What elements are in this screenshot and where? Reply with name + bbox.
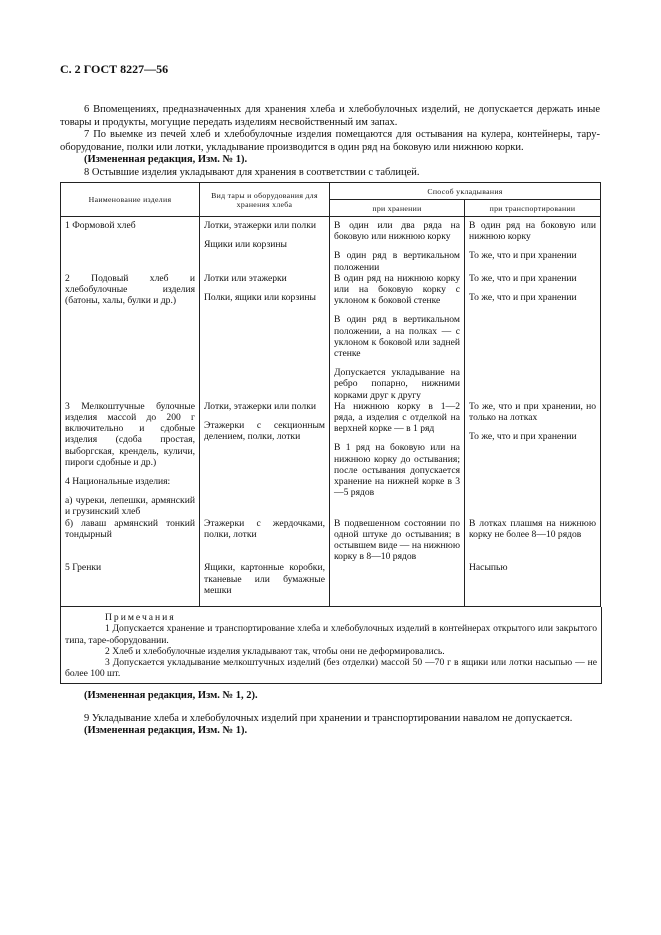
cell-text: На нижнюю корку в 1—2 ряда, а изделия с отделкой на верхней корке — в 1 ряд — [334, 400, 460, 435]
cell-text: То же, что и при хранении, но только на лотках — [469, 400, 597, 424]
cell-storage — [330, 518, 465, 563]
cell-product-name — [61, 562, 200, 606]
header-container-type: Вид тары и оборудования для хранения хлеба — [200, 183, 330, 217]
cell-container — [200, 562, 330, 606]
paragraph-8: 8 Остывшие изделия укладывают для хранения в соответствии с таблицей. — [84, 166, 420, 178]
cell-text: В один ряд в вертикальном положении, а на полках — с уклоном к боковой или задней стенке — [334, 314, 460, 360]
cell-text: б) лаваш армянский тонкий тондырный — [65, 517, 195, 540]
table-notes — [60, 607, 602, 684]
header-product-name: Наименование изделия — [61, 183, 200, 217]
note-3: 3 Допускается укладывание мелкоштучных изделий (без отделки) массой 50 —70 г в ящики или лотки насыпью — не более 100 шт. — [65, 656, 597, 680]
cell-transport — [465, 273, 601, 401]
amendment-note-1-2: (Измененная редакция, Изм. № 1, 2). — [84, 690, 258, 702]
cell-transport — [465, 217, 601, 273]
table-row — [61, 401, 601, 518]
cell-storage — [330, 401, 465, 518]
table-row — [61, 217, 601, 273]
cell-container — [200, 273, 330, 401]
paragraph-6: 6 Впомещениях, предназначенных для хранения хлеба и хлебобулочных изделий, не допускается держать иные товары и продукты, могущие передать изделиям несвойственный им запах. — [60, 104, 600, 128]
document-page — [60, 62, 600, 738]
cell-text: В лотках плашмя на нижнюю корку не более 8—10 рядов — [469, 517, 597, 540]
storage-table — [60, 182, 601, 607]
note-2: 2 Хлеб и хлебобулочные изделия укладывают так, чтобы они не деформировались. — [105, 645, 445, 657]
header-stacking-method: Способ укладывания — [330, 183, 601, 200]
paragraph-9: 9 Укладывание хлеба и хлебобулочных изделий при хранении и транспортировании навалом не допускается. — [84, 712, 573, 724]
cell-text: 5 Гренки — [65, 562, 102, 574]
amendment-note-1: (Измененная редакция, Изм. № 1). — [84, 154, 248, 165]
cell-product-name — [61, 217, 200, 273]
cell-text: В один ряд на нижнюю корку или на боковую корку с уклоном к боковой стенке — [334, 272, 460, 307]
cell-storage — [330, 217, 465, 273]
cell-text: В один или два ряда на боковую или нижнюю корку — [334, 220, 460, 243]
cell-text: В 1 ряд на боковую или на нижнюю корку до остывания; после остывания допускается хранение на нижней корке в 3—5 рядов — [334, 442, 460, 499]
cell-text: Этажерки с секционным делением, полки, лотки — [204, 420, 325, 443]
cell-text: В один ряд на боковую или нижнюю корку — [469, 220, 597, 243]
table-row — [61, 518, 601, 563]
paragraph-7: 7 По выемке из печей хлеб и хлебобулочные изделия помещаются для остывания на кулера, контейнеры, тару-оборудование, полки или лотки, укладывание производится в один ряд на боковую или нижнюю корки. — [60, 129, 600, 153]
cell-text: Ящики, картонные коробки, тканевые или бумажные мешки — [204, 562, 325, 596]
cell-text: Допускается укладывание на ребро попарно, нижними корками друг к другу — [334, 367, 460, 401]
cell-text: 3 Мелкоштучные булочные изделия массой до 200 г включительно и сдобные изделия (сдоба простая, выборгская, крендель, куличи, пироги сдобные и др.) — [65, 400, 195, 468]
cell-text: В подвешенном состоянии по одной штуке до остывания; в остывшем виде — на нижнюю корку в 8—10 рядов — [334, 517, 460, 563]
cell-text: Ящики или корзины — [204, 239, 287, 251]
cell-text: Этажерки с жердочками, полки, лотки — [204, 517, 325, 540]
cell-text: То же, что и при хранении — [469, 272, 577, 284]
cell-text: Насыпью — [469, 562, 508, 574]
cell-text: Лотки, этажерки или полки — [204, 400, 317, 412]
cell-storage — [330, 273, 465, 401]
cell-text: То же, что и при хранении — [469, 292, 577, 304]
cell-container — [200, 217, 330, 273]
cell-container — [200, 518, 330, 563]
notes-title: Примечания — [105, 612, 176, 624]
cell-product-name — [61, 518, 200, 563]
cell-text: В один ряд в вертикальном положении — [334, 250, 460, 273]
cell-container — [200, 401, 330, 518]
cell-transport — [465, 562, 601, 606]
cell-text: 1 Формовой хлеб — [65, 220, 136, 231]
cell-storage — [330, 562, 465, 606]
note-1: 1 Допускается хранение и транспортирование хлеба и хлебобулочных изделий в контейнерах открытого или закрытого типа, таре-оборудовании. — [65, 623, 597, 646]
header-transport: при транспортировании — [465, 200, 601, 217]
cell-transport — [465, 518, 601, 563]
cell-product-name — [61, 273, 200, 401]
cell-text: То же, что и при хранении — [469, 431, 577, 443]
cell-text: Лотки или этажерки — [204, 272, 287, 284]
header-storage: при хранении — [330, 200, 465, 217]
cell-product-name — [61, 401, 200, 518]
cell-text: 2 Подовый хлеб и хлебобулочные изделия (батоны, халы, булки и др.) — [65, 272, 195, 307]
amendment-note-1b: (Измененная редакция, Изм. № 1). — [84, 725, 248, 737]
cell-transport — [465, 401, 601, 518]
table-row — [61, 273, 601, 401]
table-row — [61, 562, 601, 606]
cell-text: То же, что и при хранении — [469, 250, 577, 262]
cell-text: Лотки, этажерки или полки — [204, 220, 317, 231]
page-header: С. 2 ГОСТ 8227—56 — [60, 62, 169, 76]
cell-text: 4 Национальные изделия: — [65, 476, 171, 488]
cell-text: а) чуреки, лепешки, армянский и грузинский хлеб — [65, 495, 195, 518]
cell-text: Полки, ящики или корзины — [204, 292, 316, 304]
